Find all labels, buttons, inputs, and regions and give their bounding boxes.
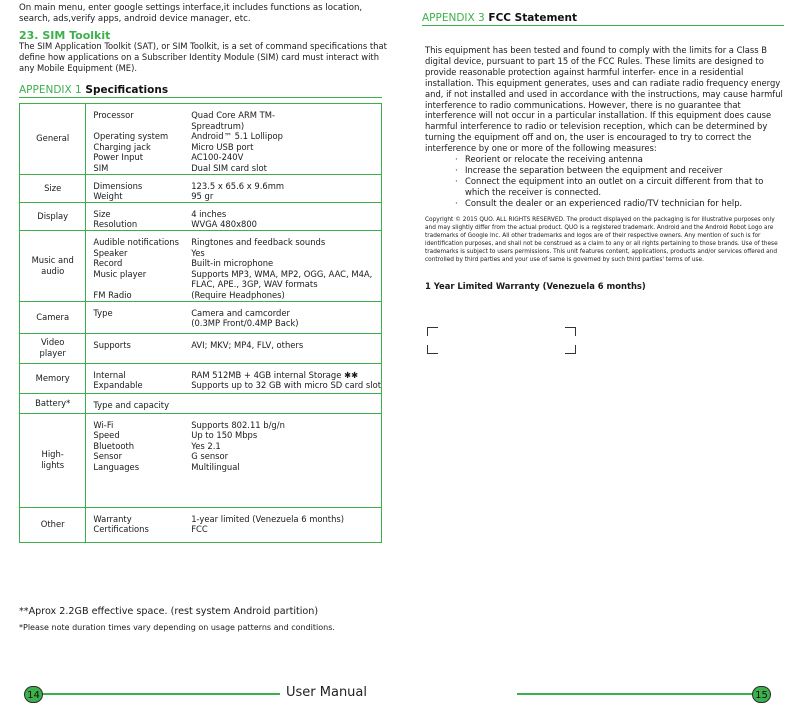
spec-features (86, 104, 189, 175)
spec-value: Quad Core ARM TM- (191, 110, 276, 120)
appendix1-title: Specifications (85, 84, 169, 96)
fcc-measure: · Connect the equipment into an outlet on a circuit different from that to which the receiver is connected. (455, 176, 783, 198)
spec-value: AVI; MKV; MP4, FLV, others (191, 339, 304, 350)
spec-feature: Certifications (93, 524, 149, 535)
appendix3-heading (422, 12, 577, 24)
spec-feature: Record (93, 258, 123, 269)
spec-feature: Internal (93, 369, 126, 380)
spec-row (20, 393, 382, 413)
spec-value: FCC (191, 524, 208, 535)
spec-value: Camera and camcorder (191, 307, 290, 318)
spec-values (189, 363, 381, 393)
footer-title: User Manual (286, 685, 368, 700)
spec-value: (0.3MP Front/0.4MP Back) (191, 318, 299, 329)
spec-category: High-lights (20, 413, 86, 507)
spec-values (189, 413, 381, 507)
spec-value: Yes 2.1 (191, 440, 221, 451)
spec-values (189, 393, 381, 413)
spec-feature: Type (93, 307, 113, 318)
spec-value: Supports 802.11 b/g/n (191, 419, 285, 430)
spec-row (20, 363, 382, 393)
fcc-statement (425, 45, 783, 209)
spec-feature: Wi-Fi (93, 419, 114, 430)
spec-feature: Music player (93, 268, 147, 279)
spec-value: RAM 512MB + 4GB internal Storage ✱✱ (191, 369, 359, 380)
spec-feature: Speed (93, 430, 120, 441)
spec-feature: Power Input (93, 152, 144, 163)
spec-value: (Require Headphones) (191, 289, 285, 300)
spec-value: FLAC, APE., 3GP, WAV formats (191, 279, 318, 290)
spec-value: Spreadtrum) (191, 120, 245, 131)
spec-feature: Dimensions (93, 180, 143, 191)
spec-value: WVGA 480x800 (191, 219, 258, 230)
spec-values (189, 174, 381, 202)
spec-feature: Supports (93, 339, 131, 350)
spec-row (20, 333, 382, 363)
spec-value: Micro USB port (191, 141, 254, 152)
spec-category: Video player (20, 333, 86, 363)
corner-mark-top-left (427, 327, 438, 336)
spec-value: 123.5 x 65.6 x 9.6mm (191, 180, 285, 191)
spec-feature (93, 121, 189, 132)
spec-row (20, 301, 382, 333)
spec-features (86, 363, 189, 393)
fcc-measure: · Increase the separation between the equipment and receiver (455, 165, 783, 176)
spec-value: AC100-240V (191, 152, 244, 163)
fcc-measure: · Reorient or relocate the receiving antenna (455, 154, 783, 165)
spec-row (20, 507, 382, 542)
footer-line-right (517, 693, 763, 695)
spec-values (189, 230, 381, 301)
spec-row (20, 230, 382, 301)
spec-feature (93, 279, 189, 290)
spec-value: Multilingual (191, 461, 240, 472)
spec-row (20, 174, 382, 202)
intro-text: On main menu, enter google settings interface,it includes functions as location, search, ads,verify apps, android device manager, etc. (19, 3, 363, 24)
corner-mark-top-right (565, 327, 576, 336)
spec-features (86, 413, 189, 507)
spec-feature: Operating system (93, 131, 169, 142)
page-number-right: 15 (752, 686, 771, 703)
spec-category: Display (20, 202, 86, 230)
appendix1-heading (19, 84, 168, 96)
sim-toolkit-body: The SIM Application Toolkit (SAT), or SIM Toolkit, is a set of command specifications that define how applications on a Subscriber Identity Module (SIM) card must interact with any Mobile Equipment (ME). (19, 41, 387, 73)
spec-category: Battery* (20, 393, 86, 413)
corner-mark-bottom-right (565, 345, 576, 354)
spec-features (86, 393, 189, 413)
spec-feature: Weight (93, 191, 123, 202)
spec-row (20, 202, 382, 230)
spec-category: Music and audio (20, 230, 86, 301)
spec-row (20, 104, 382, 175)
spec-feature: Bluetooth (93, 440, 135, 451)
fcc-measures-list (425, 154, 783, 209)
spec-value: G sensor (191, 451, 229, 462)
spec-values (189, 507, 381, 542)
spec-values (189, 333, 381, 363)
warranty-heading: 1 Year Limited Warranty (Venezuela 6 months) (425, 281, 646, 291)
spec-category: General (20, 104, 86, 175)
spec-value: 95 gr (191, 191, 214, 202)
fcc-measure: · Consult the dealer or an experienced radio/TV technician for help. (455, 198, 783, 209)
spec-value: 4 inches (191, 208, 227, 219)
spec-value: 1-year limited (Venezuela 6 months) (191, 513, 345, 524)
spec-value: Dual SIM card slot (191, 162, 267, 173)
spec-category: Size (20, 174, 86, 202)
spec-value: Up to 150 Mbps (191, 430, 258, 441)
appendix1-label: APPENDIX 1 (19, 84, 82, 96)
spec-feature: Expandable (93, 380, 143, 391)
spec-category: Memory (20, 363, 86, 393)
spec-table (19, 103, 382, 543)
spec-feature: Audible notifications (93, 236, 179, 247)
appendix3-title: FCC Statement (488, 12, 577, 24)
spec-feature: Resolution (93, 219, 138, 230)
spec-features (86, 333, 189, 363)
appendix1-rule (19, 97, 382, 98)
page-number-left: 14 (24, 686, 43, 703)
spec-feature: Speaker (93, 247, 128, 258)
spec-features (86, 202, 189, 230)
spec-feature: FM Radio (93, 289, 132, 300)
spec-values (189, 202, 381, 230)
spec-value: Android™ 5.1 Lollipop (191, 131, 283, 142)
spec-value (191, 400, 381, 411)
spec-category: Camera (20, 301, 86, 333)
spec-features (86, 174, 189, 202)
spec-value: Supports MP3, WMA, MP2, OGG, AAC, M4A, (191, 268, 373, 279)
spec-feature: Languages (93, 461, 140, 472)
spec-value: Yes (191, 247, 205, 258)
spec-feature: Sensor (93, 451, 123, 462)
spec-feature: Size (93, 208, 111, 219)
footnote-storage: **Aprox 2.2GB effective space. (rest system Android partition) (19, 606, 319, 617)
spec-value: Supports up to 32 GB with micro SD card slot (191, 380, 381, 391)
fcc-body: This equipment has been tested and found to comply with the limits for a Class B digital device, pursuant to part 15 of the FCC Rules. These limits are designed to provide reasonable protection against harmful interfer- ence in a residential installation. This equipment generates, uses and can radiate radio frequency energy and, if not installed and used in accordance with the instructions, may cause harmful interference to radio communications. However, there is no guarantee that interference will not occur in a particular installation. If this equipment does cause harmful interference to radio or television reception, which can be determined by turning the equipment off and on, the user is encouraged to try to correct the interference by one or more of the following measures: (425, 45, 783, 154)
corner-mark-bottom-left (427, 345, 438, 354)
spec-value: Built-in microphone (191, 258, 274, 269)
copyright-notice: Copyright © 2015 QUO. ALL RIGHTS RESERVED. The product displayed on the packaging is for illustrative purposes only and may slightly differ from the actual product. QUO is a registered trademark. Android and the Android Robot Logo are trademarks of Google Inc. All other trademarks and logos are of their respective owners. Any mention of such is for identification purposes, and shall not be construed as a claim to any or all rights pertaining to those brands. Use of these trademarks is subject to users permissions. This unit features content, applications, products and/or services offered and controlled by third parties and your use of same is governed by such third parties' terms of use. (425, 217, 778, 263)
spec-values (189, 301, 381, 333)
sim-toolkit-title: 23. SIM Toolkit (19, 29, 111, 42)
footer-line-left (32, 693, 280, 695)
spec-feature: Type and capacity (93, 399, 170, 410)
spec-features (86, 230, 189, 301)
spec-features (86, 507, 189, 542)
spec-feature: Warranty (93, 513, 132, 524)
appendix3-label: APPENDIX 3 (422, 12, 485, 24)
spec-value: Ringtones and feedback sounds (191, 236, 326, 247)
spec-values (189, 104, 381, 175)
spec-feature: Charging jack (93, 141, 151, 152)
spec-feature: Processor (93, 110, 134, 120)
right-page (397, 0, 794, 707)
appendix3-rule (422, 25, 784, 26)
spec-features (86, 301, 189, 333)
footnote-battery: *Please note duration times vary depending on usage patterns and conditions. (19, 623, 335, 632)
spec-category: Other (20, 507, 86, 542)
spec-row (20, 413, 382, 507)
spec-feature: SIM (93, 162, 109, 173)
